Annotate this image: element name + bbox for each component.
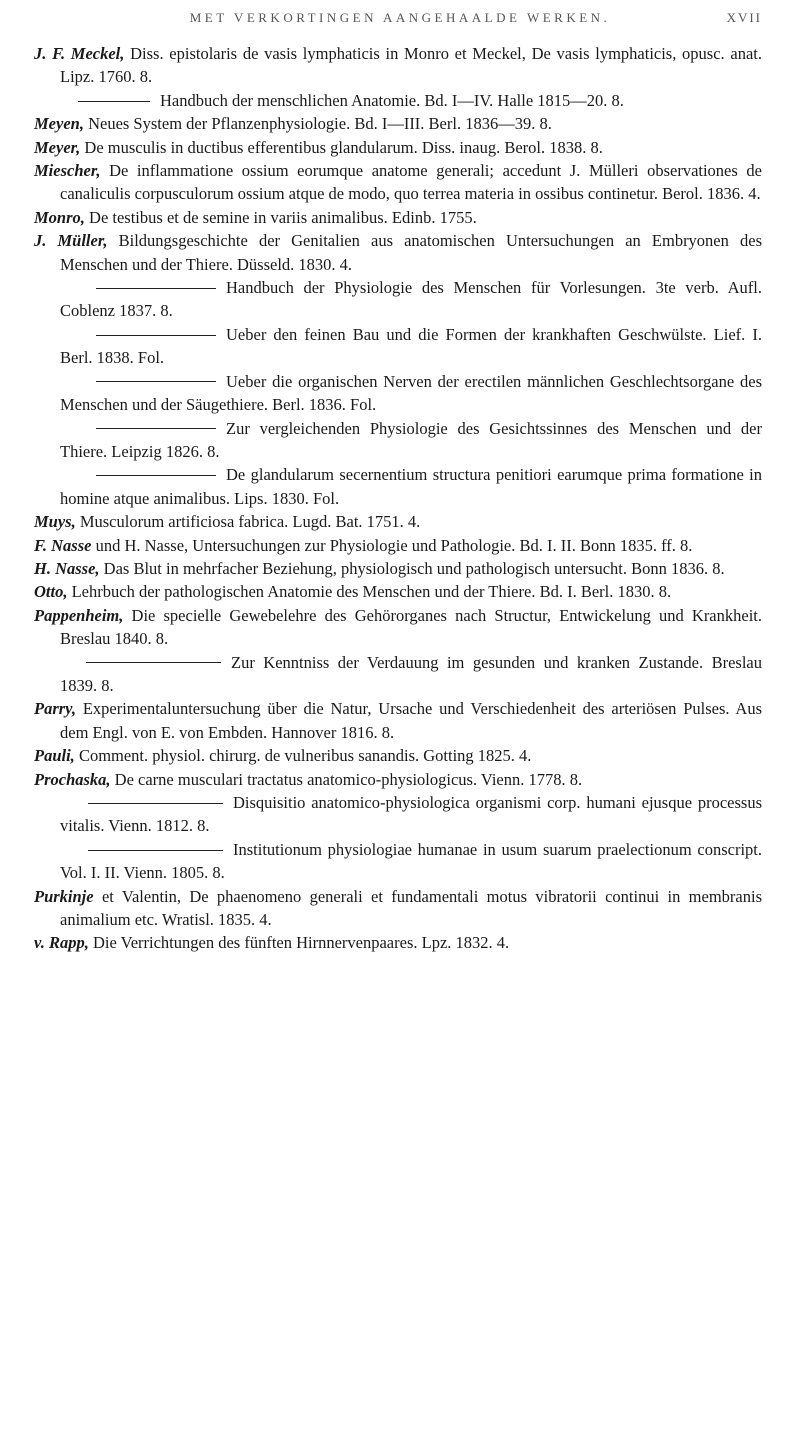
- entry-author: Meyer,: [34, 137, 81, 157]
- bibliography-entry: [34, 136, 762, 159]
- entry-text: Das Blut in mehrfacher Beziehung, physiologisch und pathologisch untersucht. Bonn 1836. 8.: [99, 558, 725, 578]
- entry-text: Neues System der Pflanzenphysiologie. Bd. I—III. Berl. 1836—39. 8.: [83, 114, 552, 134]
- ditto-dash: [96, 288, 216, 289]
- ditto-dash: [96, 428, 216, 429]
- bibliography-entry: [34, 276, 762, 323]
- entry-text: Experimentaluntersuchung über die Natur, Ursache und Verschiedenheit des arteriösen Pulses. Aus dem Engl. von E. von Embden. Hannover 1816. 8.: [60, 699, 762, 742]
- bibliography-entry: [34, 89, 762, 112]
- entry-text: Die specielle Gewebelehre des Gehörorganes nach Structur, Entwickelung und Krankheit. Breslau 1840. 8.: [60, 605, 762, 649]
- entry-text: De testibus et de semine in variis animalibus. Edinb. 1755.: [84, 207, 477, 227]
- ditto-dash: [88, 803, 223, 804]
- entry-author: F. Nasse: [34, 535, 92, 555]
- bibliography-entry: [34, 112, 762, 135]
- entry-author: Muys,: [34, 512, 76, 532]
- entry-author: Purkinje: [34, 886, 94, 906]
- entry-text: Musculorum artificiosa fabrica. Lugd. Bat. 1751. 4.: [75, 512, 421, 532]
- bibliography-entry: [34, 206, 762, 229]
- bibliography-entry: [34, 463, 762, 510]
- bibliography-entry: [34, 42, 762, 89]
- page-number: XVII: [726, 10, 762, 25]
- bibliography-entry: [34, 417, 762, 464]
- bibliography-entry: [34, 534, 762, 557]
- entry-author: Miescher,: [34, 161, 101, 181]
- entry-text: Institutionum physiologiae humanae in usum suarum praelectionum conscript. Vol. I. II. Vienn. 1805. 8.: [60, 839, 762, 883]
- entry-author: H. Nasse,: [34, 558, 100, 578]
- entry-text: Disquisitio anatomico-physiologica organismi corp. humani ejusque processus vitalis. Vienn. 1812. 8.: [60, 793, 762, 836]
- ditto-dash: [86, 662, 221, 663]
- entry-text: Ueber die organischen Nerven der erectilen männlichen Geschlechtsorgane des Menschen und der Säugethiere. Berl. 1836. Fol.: [60, 371, 762, 415]
- bibliography-entry: [34, 580, 762, 603]
- entry-text: Zur Kenntniss der Verdauung im gesunden und kranken Zustande. Breslau 1839. 8.: [60, 652, 762, 695]
- entry-text: Zur vergleichenden Physiologie des Gesichtssinnes des Menschen und der Thiere. Leipzig 1826. 8.: [60, 418, 762, 461]
- bibliography-entry: [34, 510, 762, 533]
- running-title: MET VERKORTINGEN AANGEHAALDE WERKEN.: [189, 10, 611, 25]
- entry-author: Pauli,: [34, 746, 75, 766]
- page-header: [0, 10, 800, 36]
- bibliography-entry: [34, 370, 762, 417]
- bibliography-entry: [34, 323, 762, 370]
- bibliography-entry: [34, 744, 762, 767]
- entry-text: Bildungsgeschichte der Genitalien aus anatomischen Untersuchungen an Embryonen des Menschen und der Thiere. Düsseld. 1830. 4.: [60, 231, 762, 274]
- bibliography-entry: [34, 229, 762, 276]
- entry-author: v. Rapp,: [34, 933, 89, 953]
- ditto-dash: [96, 335, 216, 336]
- entry-author: J. F. Meckel,: [34, 44, 125, 63]
- bibliography-entry: [34, 768, 762, 791]
- entry-author: Otto,: [34, 582, 68, 602]
- bibliography-entry: [34, 557, 762, 580]
- entry-author: Prochaska,: [34, 769, 111, 789]
- entry-text: et Valentin, De phaenomeno generali et fundamentali motus vibratorii continui in membranis animalium etc. Wratisl. 1835. 4.: [60, 886, 762, 930]
- entry-text: Die Verrichtungen des fünften Hirnnervenpaares. Lpz. 1832. 4.: [88, 933, 510, 953]
- bibliography-entry: [34, 697, 762, 744]
- entry-text: und H. Nasse, Untersuchungen zur Physiologie und Pathologie. Bd. I. II. Bonn 1835. ff. 8.: [91, 535, 693, 555]
- entry-text: Lehrbuch der pathologischen Anatomie des Menschen und der Thiere. Bd. I. Berl. 1830. 8.: [67, 582, 672, 602]
- bibliography-entry: [34, 931, 762, 954]
- ditto-dash: [78, 101, 150, 102]
- entry-text: Handbuch der Physiologie des Menschen für Vorlesungen. 3te verb. Aufl. Coblenz 1837. 8.: [60, 278, 762, 321]
- entry-text: Comment. physiol. chirurg. de vulneribus sanandis. Gotting 1825. 4.: [74, 746, 532, 766]
- bibliography-list: [34, 42, 762, 955]
- entry-text: De musculis in ductibus efferentibus glandularum. Diss. inaug. Berol. 1838. 8.: [80, 137, 603, 157]
- entry-text: De glandularum secernentium structura penitiori earumque prima formatione in homine atque animalibus. Lips. 1830. Fol.: [60, 465, 762, 508]
- entry-text: Diss. epistolaris de vasis lymphaticis in Monro et Meckel, De vasis lymphaticis, opusc. anat. Lipz. 1760. 8.: [60, 44, 762, 87]
- bibliography-entry: [34, 604, 762, 651]
- entry-author: Parry,: [34, 699, 77, 719]
- bibliography-entry: [34, 838, 762, 885]
- entry-author: J. Müller,: [34, 231, 108, 251]
- entry-author: Pappenheim,: [34, 605, 124, 625]
- bibliography-entry: [34, 651, 762, 698]
- entry-author: Meyen,: [34, 114, 84, 134]
- entry-author: Monro,: [34, 207, 85, 227]
- ditto-dash: [88, 850, 223, 851]
- entry-text: De inflammatione ossium eorumque anatome generali; accedunt J. Mülleri observationes de canaliculis corpusculorum ossium atque de modo, quo terrea materia in ossibus continetur. Berol. 1836. 4.: [60, 161, 762, 204]
- bibliography-entry: [34, 885, 762, 932]
- ditto-dash: [96, 381, 216, 382]
- bibliography-entry: [34, 159, 762, 206]
- entry-text: Handbuch der menschlichen Anatomie. Bd. I—IV. Halle 1815—20. 8.: [160, 90, 624, 110]
- bibliography-entry: [34, 791, 762, 838]
- entry-text: Ueber den feinen Bau und die Formen der krankhaften Geschwülste. Lief. I. Berl. 1838. Fol.: [60, 324, 762, 368]
- entry-text: De carne musculari tractatus anatomico-physiologicus. Vienn. 1778. 8.: [110, 769, 583, 789]
- ditto-dash: [96, 475, 216, 476]
